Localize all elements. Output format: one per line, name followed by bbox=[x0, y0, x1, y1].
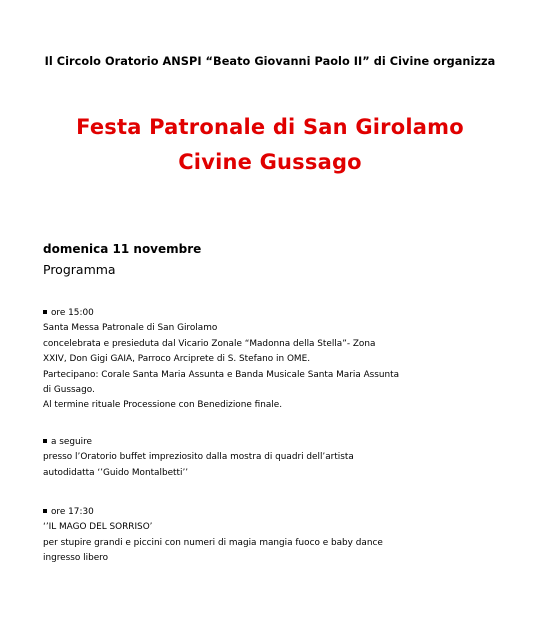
program-item-time: ore 15:00 bbox=[51, 308, 94, 318]
program-item-line: ‘’IL MAGO DEL SORRISO’ bbox=[43, 522, 153, 533]
program-item-line: XXIV, Don Gigi GAIA, Parroco Arciprete di S. Stefano in OME. bbox=[43, 354, 311, 365]
program-item-a-seguire bbox=[43, 435, 513, 481]
program-item-line: concelebrata e presieduta dal Vicario Zonale “Madonna della Stella”- Zona bbox=[43, 338, 376, 349]
square-bullet-icon bbox=[43, 310, 47, 314]
program-item-line: ingresso libero bbox=[43, 553, 109, 564]
event-location: Civine Gussago bbox=[178, 150, 362, 174]
program-item-heading bbox=[43, 505, 513, 520]
program-label: Programma bbox=[43, 262, 116, 277]
program-item-line: Al termine rituale Processione con Benedizione finale. bbox=[43, 400, 283, 411]
program-item-1500 bbox=[43, 306, 513, 414]
square-bullet-icon bbox=[43, 509, 47, 513]
square-bullet-icon bbox=[43, 439, 47, 443]
program-item-line: di Gussago. bbox=[43, 385, 95, 396]
event-date: domenica 11 novembre bbox=[43, 242, 202, 256]
event-title: Festa Patronale di San Girolamo bbox=[76, 115, 464, 139]
program-item-line: autodidatta ‘’Guido Montalbetti’’ bbox=[43, 467, 189, 478]
program-item-line: per stupire grandi e piccini con numeri di magia mangia fuoco e baby dance bbox=[43, 537, 383, 548]
organizer-intro: Il Circolo Oratorio ANSPI “Beato Giovanni Paolo II” di Civine organizza bbox=[44, 55, 496, 68]
program-item-line: Partecipano: Corale Santa Maria Assunta e Banda Musicale Santa Maria Assunta bbox=[43, 369, 400, 380]
program-item-time: a seguire bbox=[51, 437, 92, 447]
program-item-line: presso l’Oratorio buffet impreziosito dalla mostra di quadri dell’artista bbox=[43, 452, 354, 463]
program-item-heading bbox=[43, 306, 513, 321]
program-item-1730 bbox=[43, 505, 513, 567]
program-item-line: Santa Messa Patronale di San Girolamo bbox=[43, 323, 218, 334]
program-item-heading bbox=[43, 435, 513, 450]
program-item-time: ore 17:30 bbox=[51, 507, 94, 517]
